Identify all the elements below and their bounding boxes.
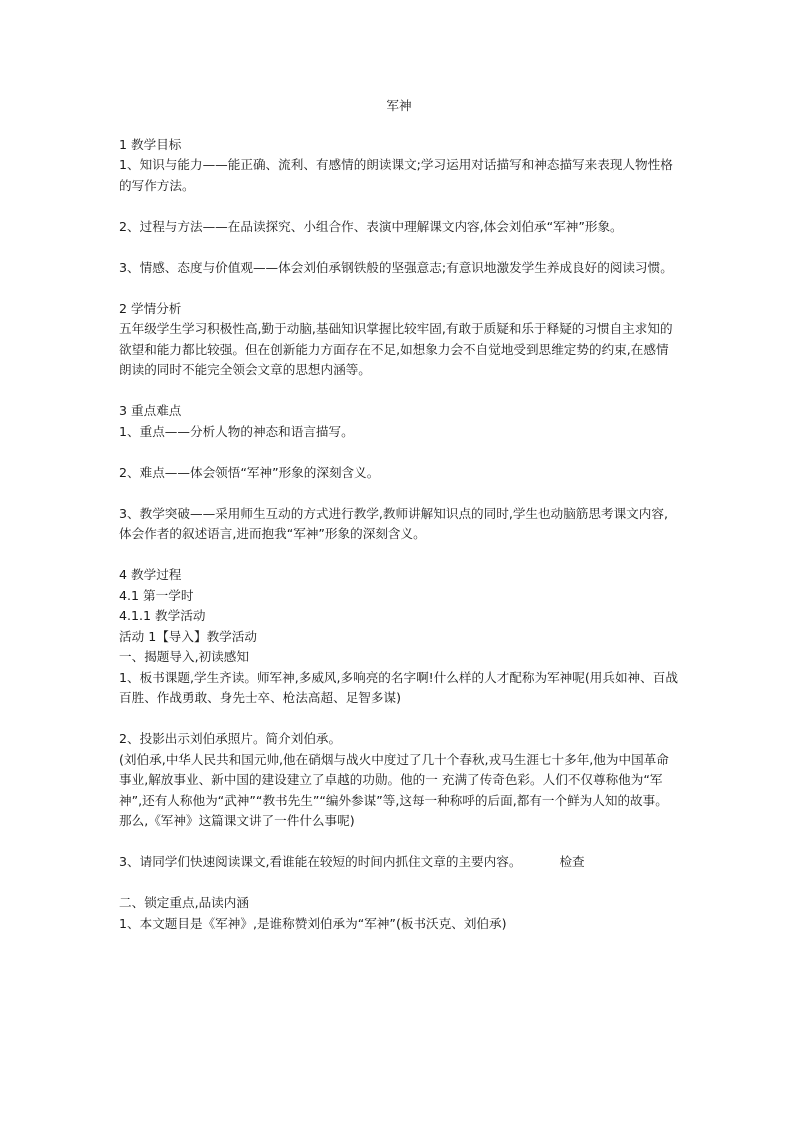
part-heading-1: 一、揭题导入,初读感知	[119, 649, 249, 664]
goal-item-1: 1、知识与能力——能正确、流利、有感情的朗读课文;学习运用对话描写和神态描写来表现人物性格的写作方法。	[119, 157, 673, 193]
section-heading-keypoints: 3 重点难点	[119, 403, 182, 418]
subheading-activity: 4.1.1 教学活动	[119, 608, 206, 623]
goal-item-3: 3、情感、态度与价值观——体会刘伯承钢铁般的坚强意志;有意识地激发学生养成良好的阅读习惯。	[119, 259, 673, 275]
keypoint-item-3: 3、教学突破——采用师生互动的方式进行教学,教师讲解知识点的同时,学生也动脑筋思考课文内容,体会作者的叙述语言,进而抱我“军神”形象的深刻含义。	[119, 505, 668, 541]
process-paragraph-3	[119, 852, 679, 873]
document-page	[119, 96, 679, 934]
process-paragraph-1: 1、板书课题,学生齐读。师军神,多威风,多响亮的名字啊!什么样的人才配称为军神呢(用兵如神、百战百胜、作战勇敢、身先士卒、枪法高超、足智多谋)	[119, 669, 678, 705]
section-heading-goals: 1 教学目标	[119, 136, 182, 152]
keypoint-item-2: 2、难点——体会领悟“军神”形象的深刻含义。	[119, 464, 380, 480]
activity-label: 活动 1【导入】教学活动	[119, 628, 257, 644]
process-paragraph-4: 1、本文题目是《军神》,是谁称赞刘伯承为“军神”(板书沃克、刘伯承)	[119, 915, 507, 931]
process-paragraph-2b: (刘伯承,中华人民共和国元帅,他在硝烟与战火中度过了几十个春秋,戎马生涯七十多年,他为中国革命事业,解放事业、新中国的建设建立了卓越的功勋。他的一 充满了传奇色彩。人们不仅尊称他为“军神”,还有人称他为“武神”“教书先生”“编外参谋”等,这每一种称呼的后面,都有一个鲜为人知的故事。那么,《军神》这篇课文讲了一件什么事呢)	[119, 751, 669, 828]
part-heading-2: 二、锁定重点,品读内涵	[119, 895, 249, 910]
analysis-paragraph: 五年级学生学习积极性高,勤于动脑,基础知识掌握比较牢固,有敢于质疑和乐于释疑的习惯自主求知的欲望和能力都比较强。但在创新能力方面存在不足,如想象力会不自觉地受到思维定势的约束,在感情朗读的同时不能完全领会文章的思想内涵等。	[119, 321, 673, 377]
section-heading-analysis: 2 学情分析	[119, 300, 182, 316]
document-title: 军神	[386, 98, 412, 113]
section-heading-process: 4 教学过程	[119, 567, 182, 582]
subheading-lesson-1: 4.1 第一学时	[119, 587, 194, 603]
process-paragraph-3-text: 3、请同学们快速阅读课文,看谁能在较短的时间内抓住文章的主要内容。	[119, 854, 522, 869]
keypoint-item-1: 1、重点——分析人物的神态和语言描写。	[119, 423, 354, 439]
process-paragraph-2a: 2、投影出示刘伯承照片。简介刘伯承。	[119, 731, 342, 746]
check-label: 检查	[559, 854, 585, 869]
goal-item-2: 2、过程与方法——在品读探究、小组合作、表演中理解课文内容,体会刘伯承“军神”形象。	[119, 218, 623, 234]
